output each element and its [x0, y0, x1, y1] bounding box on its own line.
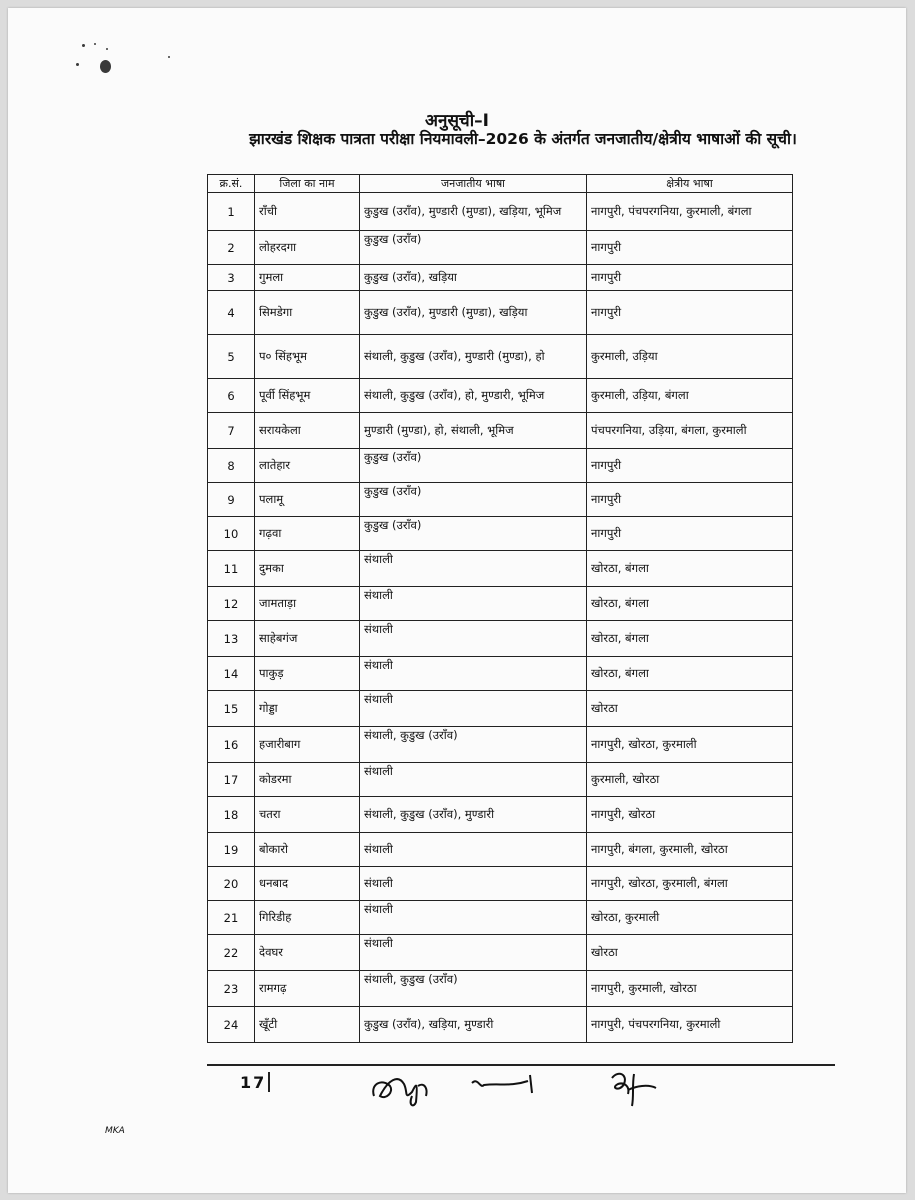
tribal-language-cell: कुडुख (उराँव), मुण्डारी (मुण्डा), खड़िया, भूमिज [360, 193, 587, 231]
table-row [208, 335, 793, 379]
serial-number-cell: 13 [208, 621, 255, 657]
tribal-language-cell: कुडुख (उराँव), मुण्डारी (मुण्डा), खड़िया [360, 291, 587, 335]
table-row [208, 1007, 793, 1043]
tribal-language-cell: कुडुख (उराँव), खड़िया [360, 265, 587, 291]
table-row [208, 291, 793, 335]
regional-language-cell: खोरठा, बंगला [587, 587, 793, 621]
regional-language-cell: नागपुरी, कुरमाली, खोरठा [587, 971, 793, 1007]
table-row [208, 797, 793, 833]
district-cell: सिमडेगा [255, 291, 360, 335]
tribal-language-cell: संथाली [360, 763, 587, 797]
regional-language-cell: नागपुरी [587, 517, 793, 551]
regional-language-cell: खोरठा [587, 935, 793, 971]
serial-number-cell: 15 [208, 691, 255, 727]
serial-number-cell: 23 [208, 971, 255, 1007]
regional-language-cell: नागपुरी, खोरठा [587, 797, 793, 833]
district-cell: गुमला [255, 265, 360, 291]
regional-language-cell: कुरमाली, खोरठा [587, 763, 793, 797]
tribal-language-cell: कुडुख (उराँव) [360, 517, 587, 551]
table-row [208, 867, 793, 901]
serial-number-cell: 12 [208, 587, 255, 621]
document-page [8, 8, 906, 1193]
regional-language-cell: खोरठा [587, 691, 793, 727]
district-cell: पूर्वी सिंहभूम [255, 379, 360, 413]
district-cell: लातेहार [255, 449, 360, 483]
district-cell: लोहरदगा [255, 231, 360, 265]
scan-speck [82, 44, 85, 47]
table-row [208, 517, 793, 551]
scan-speck [76, 63, 79, 66]
table-row [208, 587, 793, 621]
regional-language-cell: खोरठा, बंगला [587, 551, 793, 587]
signature-3 [604, 1066, 674, 1111]
serial-number-cell: 3 [208, 265, 255, 291]
regional-language-cell: नागपुरी [587, 483, 793, 517]
regional-language-cell: नागपुरी, पंचपरगनिया, कुरमाली, बंगला [587, 193, 793, 231]
serial-number-cell: 7 [208, 413, 255, 449]
table-row [208, 621, 793, 657]
serial-number-cell: 24 [208, 1007, 255, 1043]
district-cell: गोड्डा [255, 691, 360, 727]
header-district: जिला का नाम [255, 175, 360, 193]
signature-1 [368, 1066, 448, 1111]
serial-number-cell: 14 [208, 657, 255, 691]
district-cell: साहेबगंज [255, 621, 360, 657]
serial-number-cell: 18 [208, 797, 255, 833]
table-row [208, 413, 793, 449]
regional-language-cell: खोरठा, बंगला [587, 657, 793, 691]
table-row [208, 657, 793, 691]
header-regional-language: क्षेत्रीय भाषा [587, 175, 793, 193]
table-row [208, 193, 793, 231]
tribal-language-cell: संथाली, कुडुख (उराँव), हो, मुण्डारी, भूमिज [360, 379, 587, 413]
district-cell: सरायकेला [255, 413, 360, 449]
tribal-language-cell: मुण्डारी (मुण्डा), हो, संथाली, भूमिज [360, 413, 587, 449]
table-body [208, 193, 793, 1043]
table-row [208, 265, 793, 291]
tribal-language-cell: कुडुख (उराँव), खड़िया, मुण्डारी [360, 1007, 587, 1043]
list-title: झारखंड शिक्षक पात्रता परीक्षा नियमावली–2026 के अंतर्गत जनजातीय/क्षेत्रीय भाषाओं की सूची। [249, 130, 797, 148]
tribal-language-cell: संथाली [360, 935, 587, 971]
serial-number-cell: 20 [208, 867, 255, 901]
district-cell: प० सिंहभूम [255, 335, 360, 379]
regional-language-cell: नागपुरी [587, 231, 793, 265]
serial-number-cell: 8 [208, 449, 255, 483]
regional-language-cell: कुरमाली, उड़िया, बंगला [587, 379, 793, 413]
serial-number-cell: 10 [208, 517, 255, 551]
table-row [208, 691, 793, 727]
serial-number-cell: 5 [208, 335, 255, 379]
regional-language-cell: खोरठा, कुरमाली [587, 901, 793, 935]
serial-number-cell: 1 [208, 193, 255, 231]
table-row [208, 379, 793, 413]
serial-number-cell: 22 [208, 935, 255, 971]
language-table [207, 174, 793, 1043]
footer-rule [207, 1064, 835, 1066]
district-cell: गिरिडीह [255, 901, 360, 935]
signature-2 [470, 1071, 550, 1101]
schedule-heading: अनुसूची–I [425, 111, 489, 131]
serial-number-cell: 16 [208, 727, 255, 763]
table-row [208, 935, 793, 971]
table-row [208, 763, 793, 797]
scan-speck [100, 60, 111, 73]
district-cell: कोडरमा [255, 763, 360, 797]
table-row [208, 901, 793, 935]
district-cell: गढ़वा [255, 517, 360, 551]
table-row [208, 449, 793, 483]
tribal-language-cell: संथाली [360, 551, 587, 587]
serial-number-cell: 6 [208, 379, 255, 413]
district-cell: देवघर [255, 935, 360, 971]
regional-language-cell: कुरमाली, उड़िया [587, 335, 793, 379]
tribal-language-cell: संथाली [360, 657, 587, 691]
district-cell: हजारीबाग [255, 727, 360, 763]
table-row [208, 727, 793, 763]
tribal-language-cell: संथाली [360, 691, 587, 727]
tribal-language-cell: संथाली [360, 587, 587, 621]
serial-number-cell: 9 [208, 483, 255, 517]
tribal-language-cell: संथाली, कुडुख (उराँव) [360, 971, 587, 1007]
district-cell: दुमका [255, 551, 360, 587]
regional-language-cell: नागपुरी, खोरठा, कुरमाली [587, 727, 793, 763]
regional-language-cell: नागपुरी [587, 291, 793, 335]
district-cell: रामगढ़ [255, 971, 360, 1007]
tribal-language-cell: संथाली, कुडुख (उराँव), मुण्डारी (मुण्डा), हो [360, 335, 587, 379]
scan-speck [106, 48, 108, 50]
serial-number-cell: 2 [208, 231, 255, 265]
scan-speck [94, 43, 96, 45]
district-cell: पाकुड़ [255, 657, 360, 691]
tribal-language-cell: कुडुख (उराँव) [360, 449, 587, 483]
table-row [208, 833, 793, 867]
tribal-language-cell: संथाली [360, 901, 587, 935]
table-row [208, 971, 793, 1007]
regional-language-cell: नागपुरी, बंगला, कुरमाली, खोरठा [587, 833, 793, 867]
regional-language-cell: खोरठा, बंगला [587, 621, 793, 657]
header-serial: क्र.सं. [208, 175, 255, 193]
district-cell: बोकारो [255, 833, 360, 867]
serial-number-cell: 11 [208, 551, 255, 587]
serial-number-cell: 19 [208, 833, 255, 867]
regional-language-cell: पंचपरगनिया, उड़िया, बंगला, कुरमाली [587, 413, 793, 449]
serial-number-cell: 17 [208, 763, 255, 797]
district-cell: खूँटी [255, 1007, 360, 1043]
regional-language-cell: नागपुरी, पंचपरगनिया, कुरमाली [587, 1007, 793, 1043]
district-cell: धनबाद [255, 867, 360, 901]
tribal-language-cell: संथाली [360, 621, 587, 657]
table-row [208, 483, 793, 517]
tribal-language-cell: संथाली, कुडुख (उराँव) [360, 727, 587, 763]
page-number-bar [268, 1072, 270, 1092]
table-row [208, 231, 793, 265]
table-row [208, 551, 793, 587]
scan-speck [168, 56, 170, 58]
page-number: 17 [240, 1073, 267, 1092]
district-cell: चतरा [255, 797, 360, 833]
initials-mark: MKA [105, 1126, 125, 1136]
tribal-language-cell: कुडुख (उराँव) [360, 483, 587, 517]
table-header-row [208, 175, 793, 193]
district-cell: राँची [255, 193, 360, 231]
tribal-language-cell: कुडुख (उराँव) [360, 231, 587, 265]
serial-number-cell: 4 [208, 291, 255, 335]
district-cell: पलामू [255, 483, 360, 517]
header-tribal-language: जनजातीय भाषा [360, 175, 587, 193]
regional-language-cell: नागपुरी, खोरठा, कुरमाली, बंगला [587, 867, 793, 901]
tribal-language-cell: संथाली [360, 867, 587, 901]
regional-language-cell: नागपुरी [587, 449, 793, 483]
regional-language-cell: नागपुरी [587, 265, 793, 291]
tribal-language-cell: संथाली [360, 833, 587, 867]
tribal-language-cell: संथाली, कुडुख (उराँव), मुण्डारी [360, 797, 587, 833]
serial-number-cell: 21 [208, 901, 255, 935]
district-cell: जामताड़ा [255, 587, 360, 621]
